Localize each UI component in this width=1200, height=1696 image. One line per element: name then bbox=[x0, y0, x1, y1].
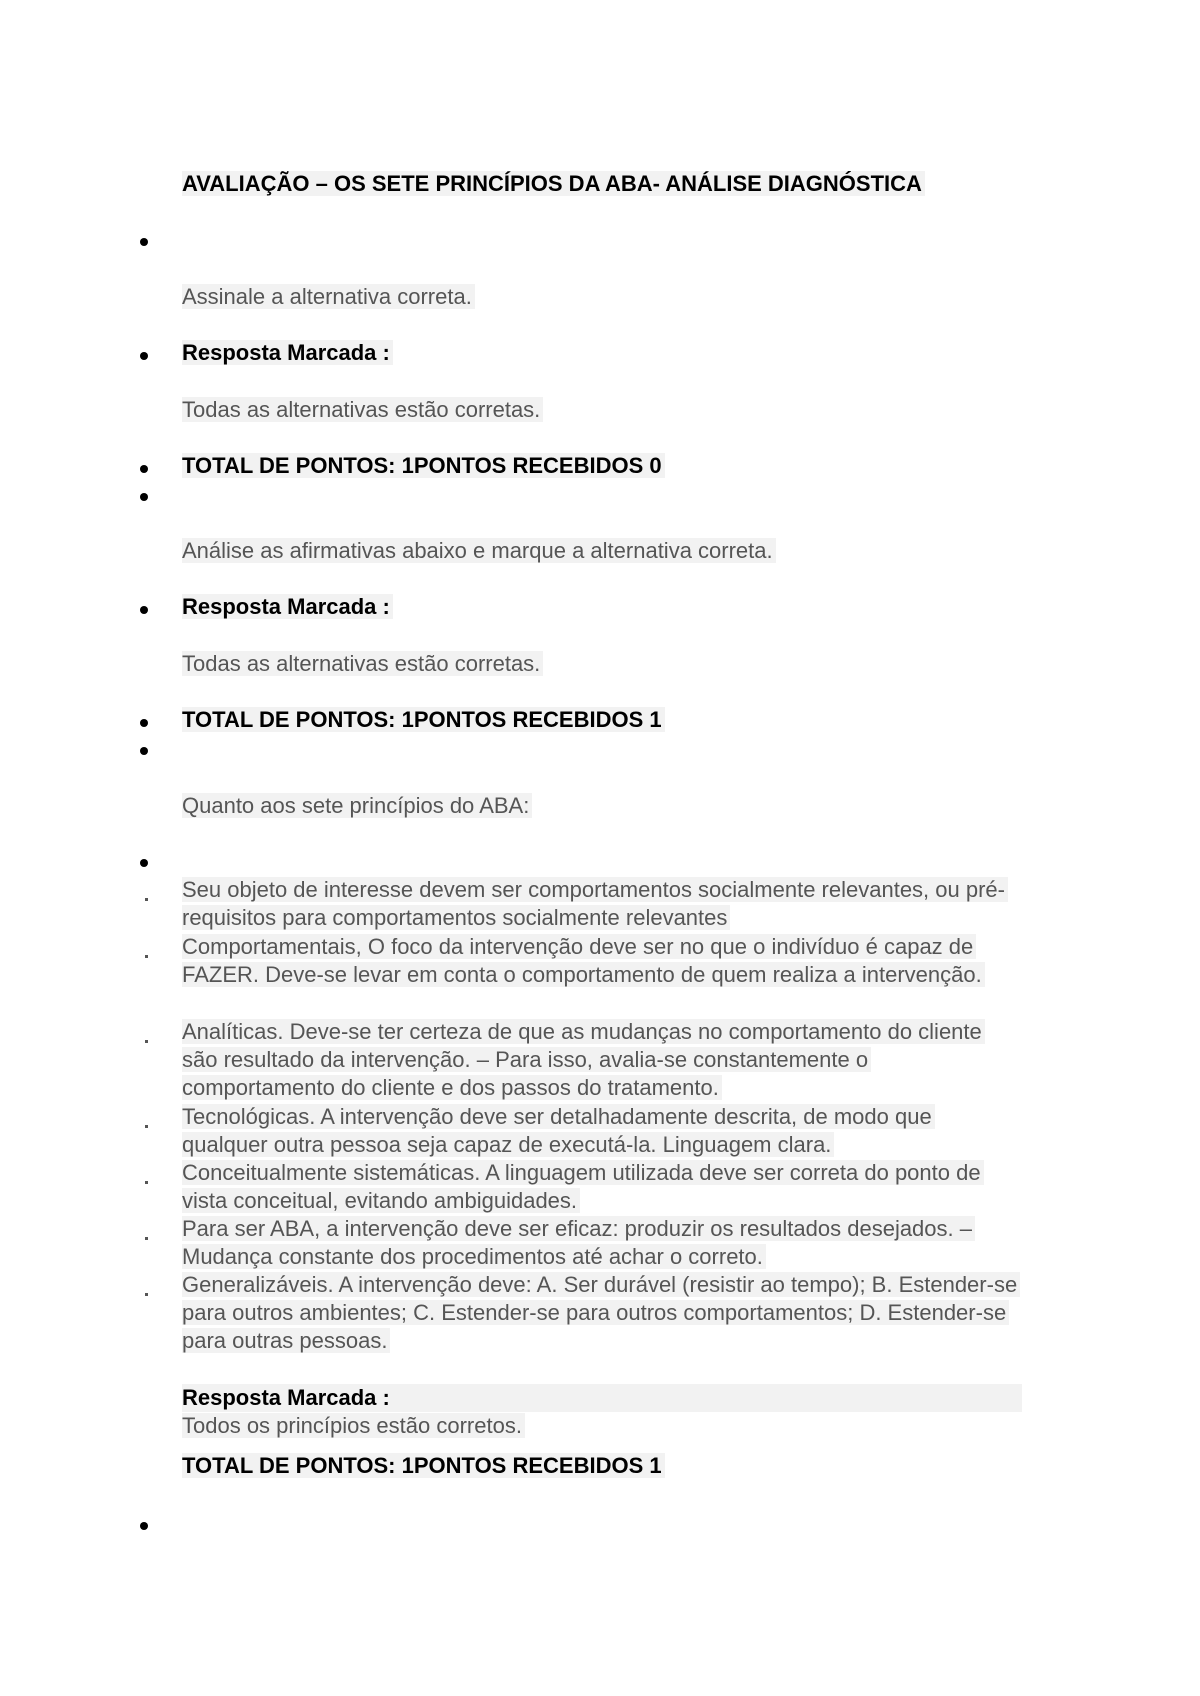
question-1-score bbox=[182, 452, 665, 480]
list-bullet bbox=[140, 238, 148, 246]
question-1-prompt-text: Assinale a alternativa correta. bbox=[182, 284, 475, 309]
principle-text: Analíticas. Deve-se ter certeza de que as mudanças no comportamento do cliente são resultado da intervenção. – Para isso, avalia-se constantemente o comportamento do cliente e dos passos do tratamento. bbox=[182, 1019, 985, 1100]
question-2-answer-label-text: Resposta Marcada : bbox=[182, 594, 393, 619]
list-dot bbox=[145, 955, 148, 958]
question-2-score-text: TOTAL DE PONTOS: 1PONTOS RECEBIDOS 1 bbox=[182, 707, 665, 732]
principle-text: Tecnológicas. A intervenção deve ser detalhadamente descrita, de modo que qualquer outra pessoa seja capaz de executá-la. Linguagem clara. bbox=[182, 1104, 935, 1157]
question-3-answer-label-text: Resposta Marcada : bbox=[182, 1385, 390, 1410]
question-3-answer-text: Todos os princípios estão corretos. bbox=[182, 1413, 525, 1438]
question-1-answer bbox=[182, 396, 543, 424]
page-title bbox=[182, 170, 937, 198]
principle-item bbox=[182, 1018, 1022, 1102]
question-3-answer bbox=[182, 1412, 525, 1440]
question-2-score bbox=[182, 706, 665, 734]
list-dot bbox=[145, 1181, 148, 1184]
principle-item bbox=[182, 933, 1022, 989]
list-bullet bbox=[140, 719, 148, 727]
list-dot bbox=[145, 1237, 148, 1240]
question-1-prompt bbox=[182, 283, 475, 311]
question-3-prompt-text: Quanto aos sete princípios do ABA: bbox=[182, 793, 532, 818]
question-2-prompt bbox=[182, 537, 776, 565]
principle-text: Generalizáveis. A intervenção deve: A. Ser durável (resistir ao tempo); B. Estender-se para outros ambientes; C. Estender-se para outros comportamentos; D. Estender-se para outras pessoas. bbox=[182, 1272, 1020, 1353]
list-bullet bbox=[140, 493, 148, 501]
question-2-answer-text: Todas as alternativas estão corretas. bbox=[182, 651, 543, 676]
question-3-score-text: TOTAL DE PONTOS: 1PONTOS RECEBIDOS 1 bbox=[182, 1453, 665, 1478]
list-bullet bbox=[140, 1522, 148, 1530]
list-bullet bbox=[140, 606, 148, 614]
question-1-answer-label-text: Resposta Marcada : bbox=[182, 340, 393, 365]
question-2-prompt-text: Análise as afirmativas abaixo e marque a alternativa correta. bbox=[182, 538, 776, 563]
principle-item bbox=[182, 1271, 1022, 1355]
list-bullet bbox=[140, 859, 148, 867]
list-dot bbox=[145, 898, 148, 901]
question-3-prompt bbox=[182, 792, 532, 820]
principle-item bbox=[182, 1103, 1022, 1159]
question-1-score-text: TOTAL DE PONTOS: 1PONTOS RECEBIDOS 0 bbox=[182, 453, 665, 478]
list-dot bbox=[145, 1040, 148, 1043]
question-2-answer-label bbox=[182, 593, 393, 621]
list-bullet bbox=[140, 352, 148, 360]
list-bullet bbox=[140, 465, 148, 473]
principle-item bbox=[182, 1159, 1022, 1215]
principle-text: Seu objeto de interesse devem ser comportamentos socialmente relevantes, ou pré-requisitos para comportamentos socialmente relevantes bbox=[182, 877, 1008, 930]
principle-text: Conceitualmente sistemáticas. A linguagem utilizada deve ser correta do ponto de vista conceitual, evitando ambiguidades. bbox=[182, 1160, 984, 1213]
question-1-answer-text: Todas as alternativas estão corretas. bbox=[182, 397, 543, 422]
principle-item bbox=[182, 876, 1022, 932]
list-bullet bbox=[140, 747, 148, 755]
list-dot bbox=[145, 1125, 148, 1128]
question-1-answer-label bbox=[182, 339, 393, 367]
principle-item bbox=[182, 1215, 1022, 1271]
question-3-answer-label bbox=[182, 1384, 390, 1412]
list-dot bbox=[145, 1293, 148, 1296]
principle-text: Comportamentais, O foco da intervenção deve ser no que o indivíduo é capaz de FAZER. Deve-se levar em conta o comportamento de quem realiza a intervenção. bbox=[182, 934, 985, 987]
question-3-score bbox=[182, 1452, 665, 1480]
principle-text: Para ser ABA, a intervenção deve ser eficaz: produzir os resultados desejados. – Mudança constante dos procedimentos até achar o correto. bbox=[182, 1216, 975, 1269]
question-2-answer bbox=[182, 650, 543, 678]
page-title-text: AVALIAÇÃO – OS SETE PRINCÍPIOS DA ABA- ANÁLISE DIAGNÓSTICA bbox=[182, 171, 925, 196]
